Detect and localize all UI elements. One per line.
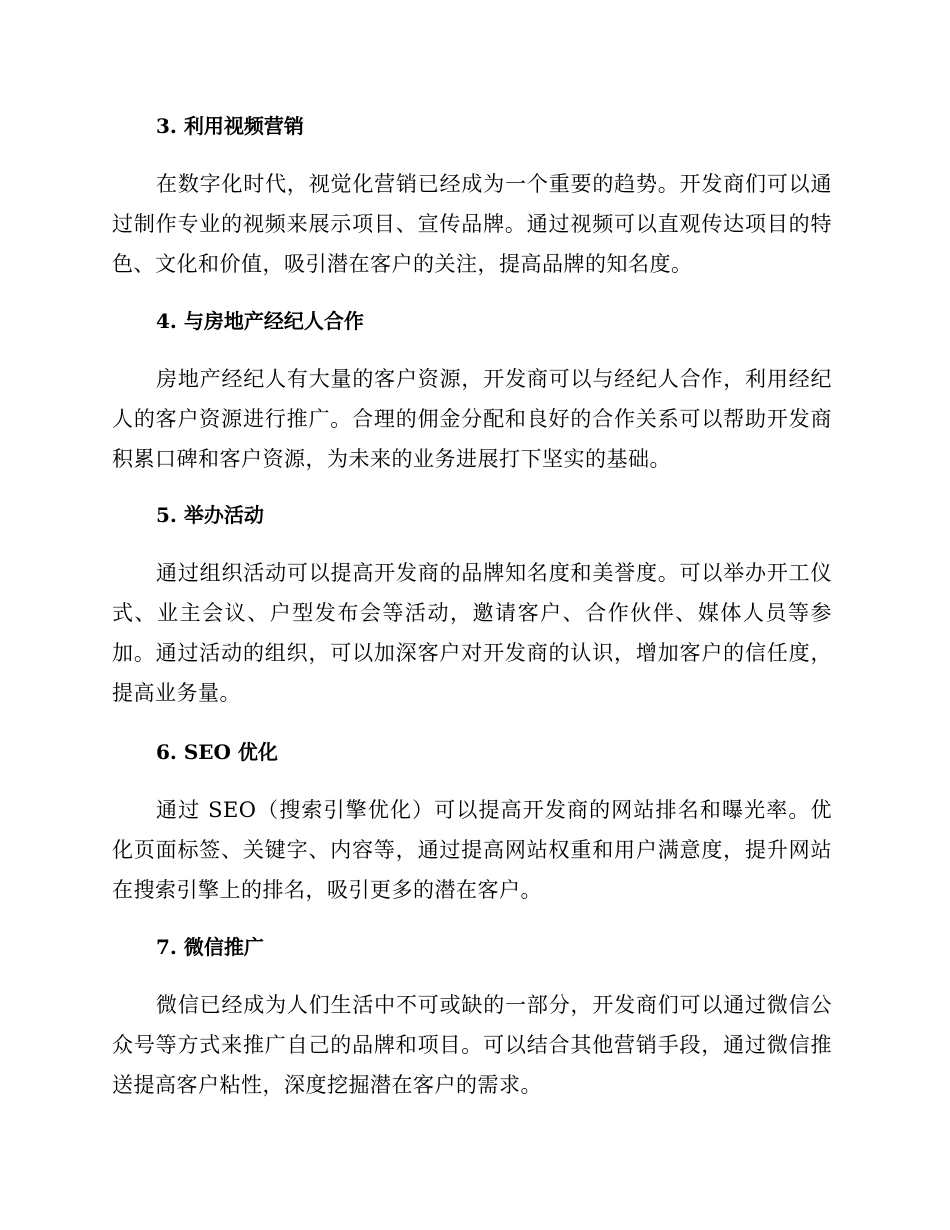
section-heading: 3. 利用视频营销	[156, 114, 304, 138]
section-heading: 5. 举办活动	[156, 503, 264, 527]
section-paragraph: 微信已经成为人们生活中不可或缺的一部分，开发商们可以通过微信公众号等方式来推广自己的品牌和项目。可以结合其他营销手段，通过微信推送提高客户粘性，深度挖掘潜在客户的需求。	[112, 993, 832, 1097]
section-paragraph: 通过 SEO（搜索引擎优化）可以提高开发商的网站排名和曝光率。优化页面标签、关键字、内容等，通过提高网站权重和用户满意度，提升网站在搜索引擎上的排名，吸引更多的潜在客户。	[112, 798, 832, 902]
section-paragraph: 在数字化时代，视觉化营销已经成为一个重要的趋势。开发商们可以通过制作专业的视频来展示项目、宣传品牌。通过视频可以直观传达项目的特色、文化和价值，吸引潜在客户的关注，提高品牌的知名度。	[112, 172, 832, 276]
section-agent-cooperation	[112, 307, 832, 479]
section-wechat	[112, 933, 832, 1105]
section-heading: 4. 与房地产经纪人合作	[156, 309, 364, 333]
section-video-marketing	[112, 112, 832, 284]
section-paragraph: 房地产经纪人有大量的客户资源，开发商可以与经纪人合作，利用经纪人的客户资源进行推广。合理的佣金分配和良好的合作关系可以帮助开发商积累口碑和客户资源，为未来的业务进展打下坚实的基础。	[112, 367, 832, 471]
section-seo	[112, 738, 832, 910]
section-events	[112, 501, 832, 713]
section-heading: 6. SEO 优化	[156, 740, 278, 764]
section-paragraph: 通过组织活动可以提高开发商的品牌知名度和美誉度。可以举办开工仪式、业主会议、户型发布会等活动，邀请客户、合作伙伴、媒体人员等参加。通过活动的组织，可以加深客户对开发商的认识，增加客户的信任度，提高业务量。	[112, 561, 832, 705]
section-heading: 7. 微信推广	[156, 935, 264, 959]
